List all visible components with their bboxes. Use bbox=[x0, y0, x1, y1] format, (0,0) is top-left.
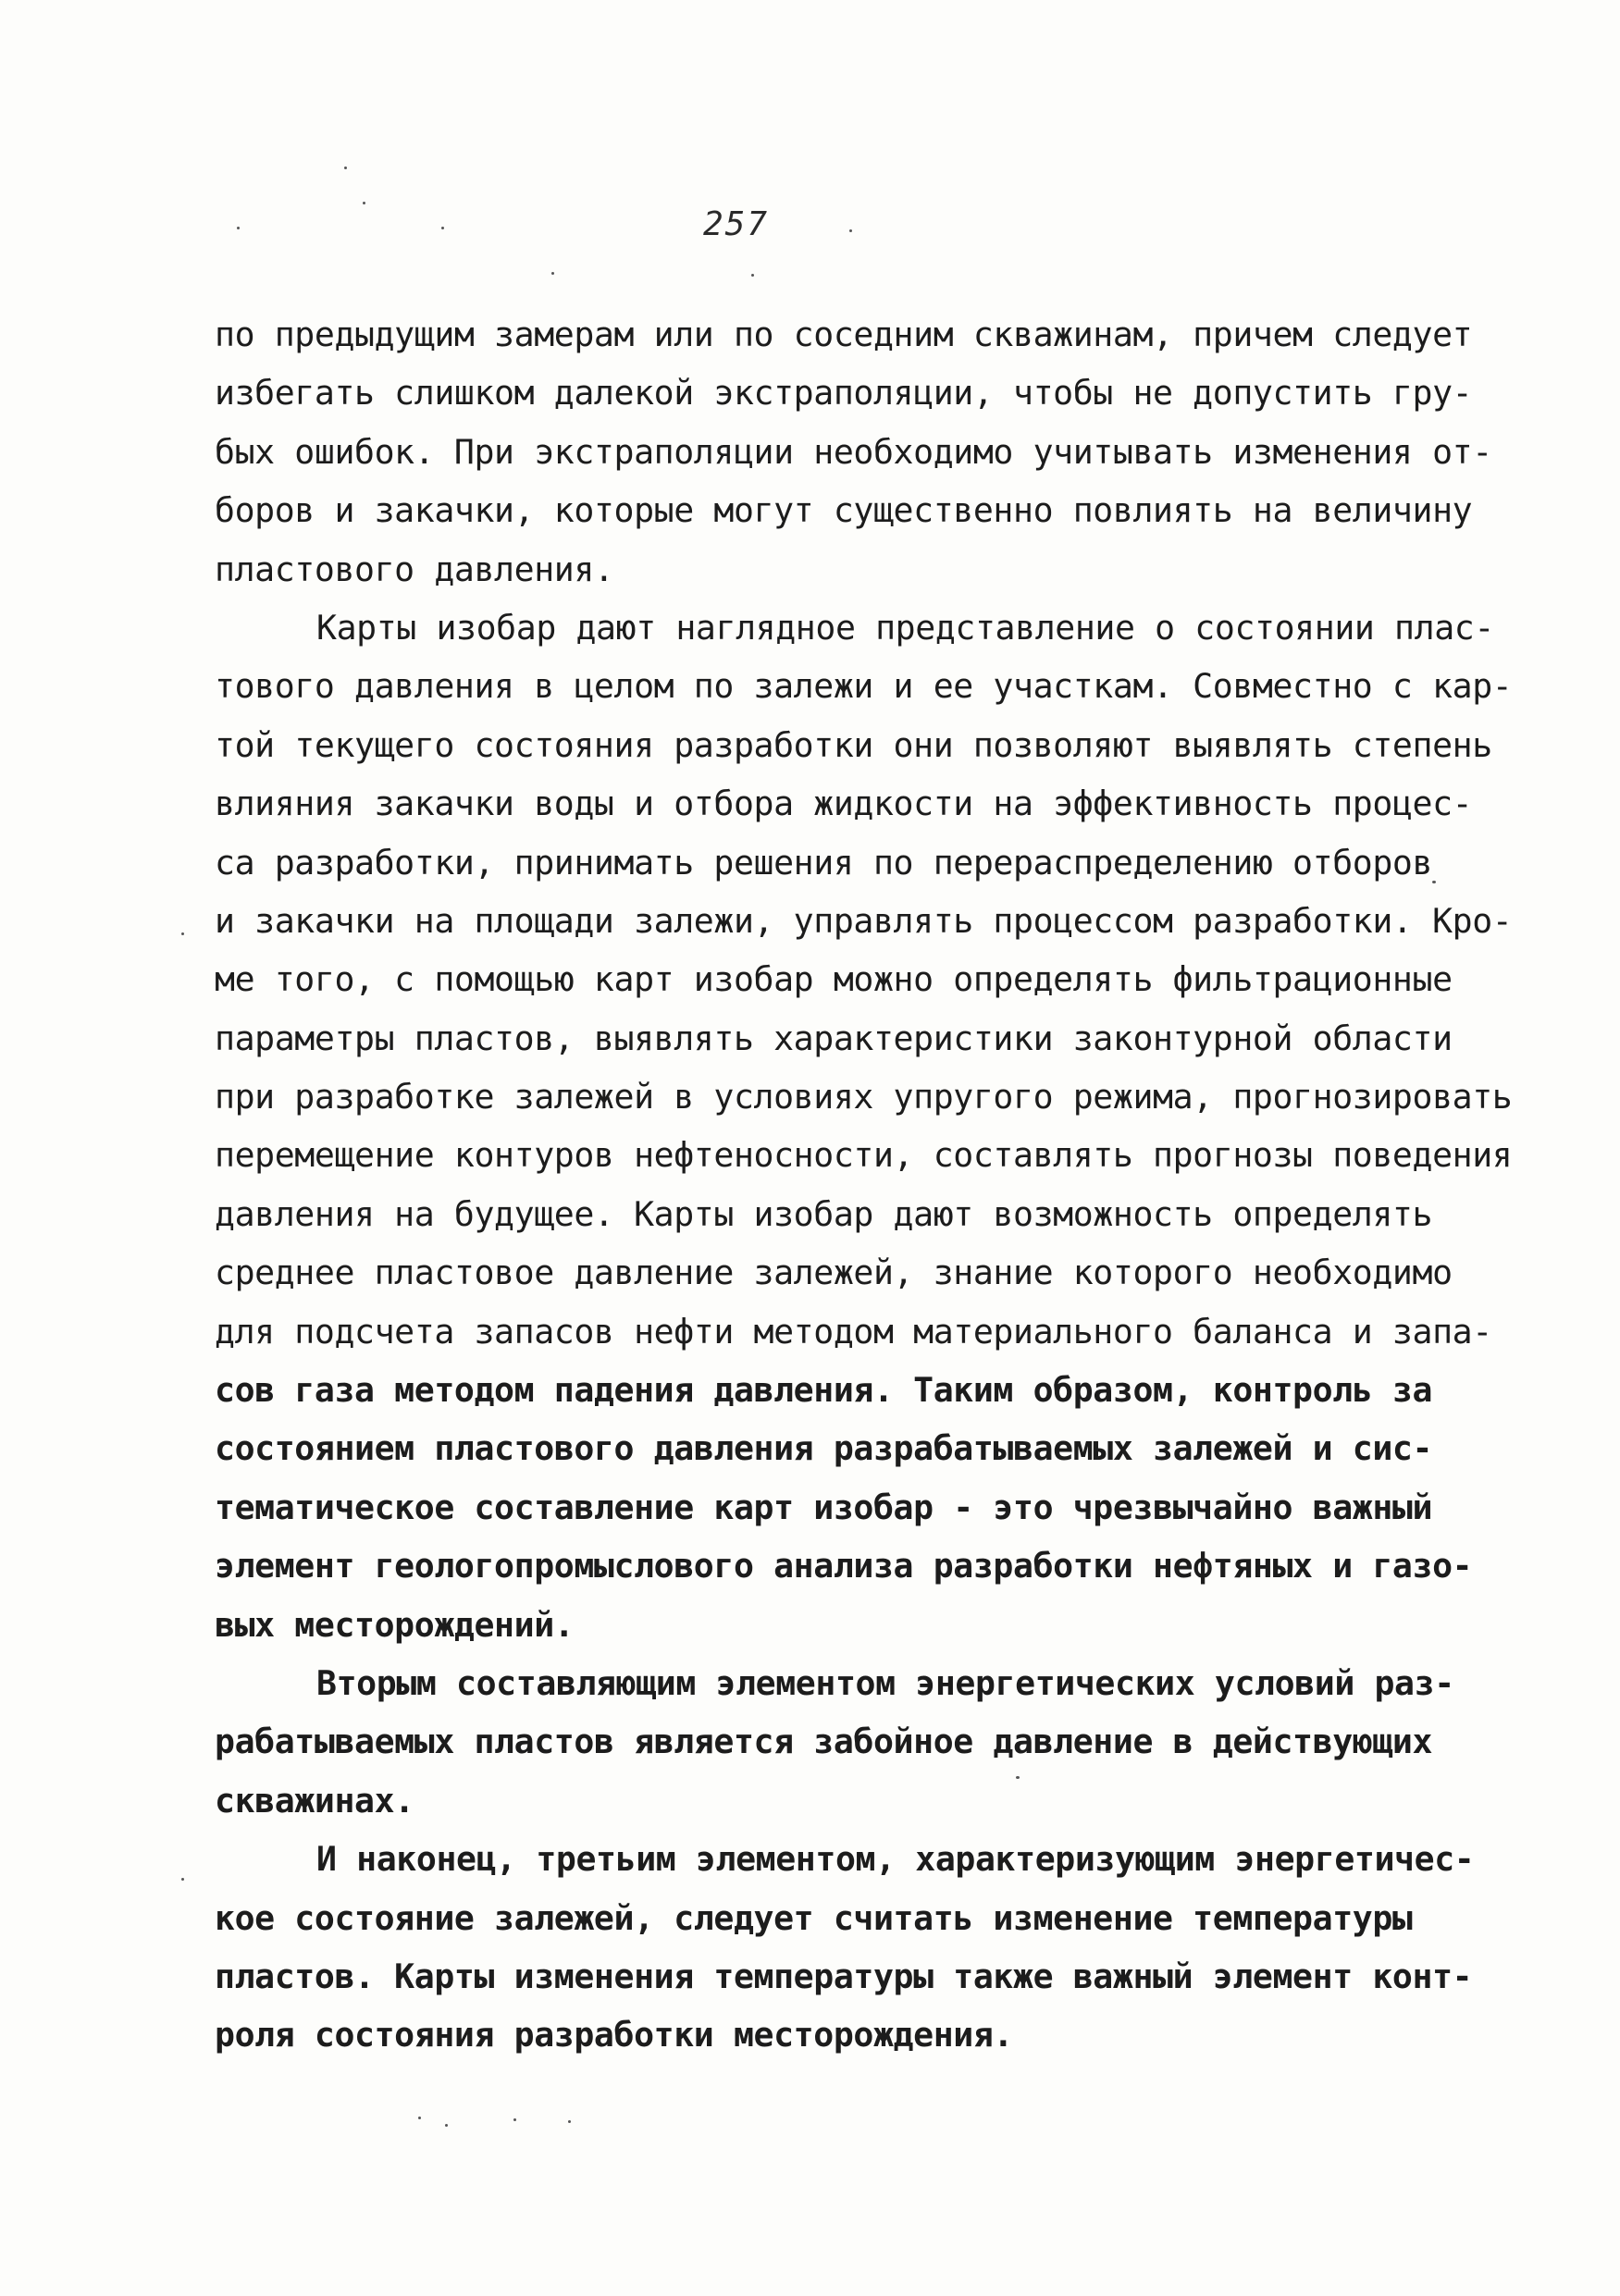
text-line: по предыдущим замерам или по соседним скважинам, причем следует bbox=[215, 315, 1473, 354]
text-line: элемент геологопромыслового анализа разработки нефтяных и газо- bbox=[215, 1546, 1473, 1586]
scan-speck bbox=[418, 2117, 421, 2119]
text-line: са разработки, принимать решения по перераспределению отборов bbox=[215, 842, 1433, 883]
text-line: влияния закачки воды и отбора жидкости на эффективность процес- bbox=[215, 784, 1473, 824]
scan-speck bbox=[445, 2124, 448, 2127]
scan-speck bbox=[1432, 881, 1436, 883]
scan-speck bbox=[568, 2120, 571, 2123]
scan-speck bbox=[551, 272, 554, 275]
text-line: скважинах. bbox=[215, 1780, 414, 1821]
scan-speck bbox=[1016, 1776, 1020, 1779]
body-text bbox=[215, 305, 1513, 2065]
text-line: пластов. Карты изменения температуры также важный элемент конт- bbox=[215, 1956, 1473, 1996]
scan-speck bbox=[751, 274, 754, 277]
text-line: ме того, с помощью карт изобар можно определять фильтрационные bbox=[215, 959, 1453, 1000]
text-line: среднее пластовое давление залежей, знание которого необходимо bbox=[215, 1253, 1453, 1293]
scan-speck bbox=[513, 2118, 516, 2121]
scan-speck bbox=[363, 202, 365, 204]
text-line: параметры пластов, выявлять характеристики законтурной области bbox=[215, 1018, 1453, 1058]
text-line: тового давления в целом по залежи и ее участкам. Совместно с кар- bbox=[215, 666, 1513, 707]
text-line: тематическое составление карт изобар - это чрезвычайно важный bbox=[215, 1487, 1433, 1527]
text-line: давления на будущее. Карты изобар дают возможность определять bbox=[215, 1193, 1433, 1234]
text-line: для подсчета запасов нефти методом материального баланса и запа- bbox=[215, 1311, 1492, 1352]
text-line: сов газа методом падения давления. Таким образом, контроль за bbox=[215, 1370, 1433, 1411]
text-line: бых ошибок. При экстраполяции необходимо учитывать изменения от- bbox=[215, 431, 1492, 472]
text-line: вых месторождений. bbox=[215, 1604, 575, 1645]
text-line: при разработке залежей в условиях упругого режима, прогнозировать bbox=[215, 1077, 1513, 1117]
text-line: кое состояние залежей, следует считать изменение температуры bbox=[215, 1897, 1413, 1938]
text-line: пластового давления. bbox=[215, 549, 614, 589]
text-line: и закачки на площади залежи, управлять процессом разработки. Кро- bbox=[215, 900, 1513, 941]
paragraph-start-line: Вторым составляющим элементом энергетических условий раз- bbox=[316, 1662, 1454, 1703]
text-line: перемещение контуров нефтеносности, составлять прогнозы поведения bbox=[215, 1135, 1513, 1176]
scan-speck bbox=[181, 932, 184, 935]
paragraph-start-line: Карты изобар дают наглядное представление о состоянии плас- bbox=[316, 607, 1494, 648]
text-line: той текущего состояния разработки они позволяют выявлять степень bbox=[215, 724, 1492, 765]
page-number: 257 bbox=[703, 205, 770, 243]
scan-speck bbox=[181, 1878, 184, 1881]
scan-speck bbox=[344, 167, 347, 169]
text-line: рабатываемых пластов является забойное давление в действующих bbox=[215, 1722, 1433, 1762]
scan-speck bbox=[441, 227, 444, 229]
paragraph-start-line: И наконец, третьим элементом, характеризующим энергетичес- bbox=[316, 1839, 1475, 1880]
text-line: состоянием пластового давления разрабатываемых залежей и сис- bbox=[215, 1428, 1433, 1469]
text-line: избегать слишком далекой экстраполяции, чтобы не допустить гру- bbox=[215, 373, 1473, 414]
scan-speck bbox=[849, 229, 852, 232]
scan-speck bbox=[237, 227, 240, 229]
text-line: боров и закачки, которые могут существенно повлиять на величину bbox=[215, 490, 1473, 531]
text-line: роля состояния разработки месторождения. bbox=[215, 2015, 1013, 2055]
